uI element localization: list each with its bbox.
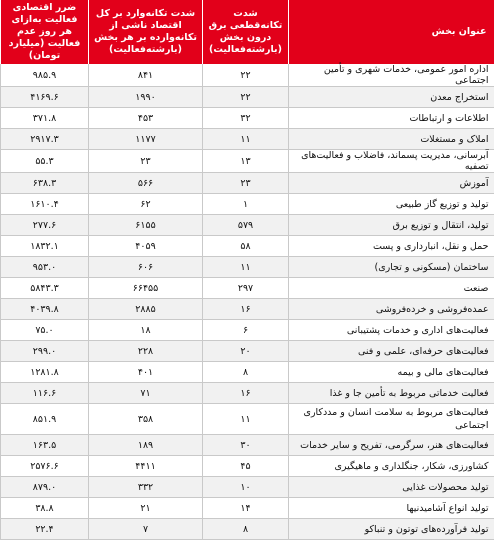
table-row bbox=[1, 477, 494, 498]
cell-outage-intensity: ۵۷۹ bbox=[203, 215, 289, 236]
table-row bbox=[1, 362, 494, 383]
table-row bbox=[1, 150, 494, 173]
table-row bbox=[1, 236, 494, 257]
table-row bbox=[1, 87, 494, 108]
table-row bbox=[1, 129, 494, 150]
table-row bbox=[1, 435, 494, 456]
cell-economic-loss: ۱۲۸۱.۸ bbox=[1, 362, 89, 383]
cell-sector: تولید، انتقال و توزیع برق bbox=[289, 215, 494, 236]
cell-economic-loss: ۱۶۱۰.۴ bbox=[1, 194, 89, 215]
cell-economic-loss: ۲۲.۴ bbox=[1, 519, 89, 540]
cell-outage-intensity: ۲۹۷ bbox=[203, 278, 289, 299]
cell-outage-intensity: ۱۴ bbox=[203, 498, 289, 519]
header-outage-per-sector: شدت تکانه‌وارد بر کل اقتصاد ناشی از تکانه‌وارده بر هر بخش (بارشته‌فعالیت) bbox=[89, 0, 203, 64]
table-row bbox=[1, 215, 494, 236]
cell-economic-loss: ۱۶۳.۵ bbox=[1, 435, 89, 456]
header-outage-intensity: شدت تکانه‌قطعی برق درون بخش (بارشته‌فعالیت) bbox=[203, 0, 289, 64]
cell-outage-per-sector: ۶۱۵۵ bbox=[89, 215, 203, 236]
header-economic-loss: ضرر اقتصادی فعالیت به‌ازای هر روز عدم فعالیت (میلیارد تومان) bbox=[1, 0, 89, 64]
cell-outage-intensity: ۱۶ bbox=[203, 299, 289, 320]
cell-economic-loss: ۳۸.۸ bbox=[1, 498, 89, 519]
cell-sector: فعالیت‌های مالی و بیمه bbox=[289, 362, 494, 383]
cell-outage-intensity: ۱۳ bbox=[203, 150, 289, 173]
cell-outage-per-sector: ۴۰۵۹ bbox=[89, 236, 203, 257]
cell-outage-intensity: ۲۲ bbox=[203, 87, 289, 108]
cell-outage-intensity: ۲۲ bbox=[203, 64, 289, 87]
cell-outage-intensity: ۵۸ bbox=[203, 236, 289, 257]
cell-outage-per-sector: ۶۰۶ bbox=[89, 257, 203, 278]
table-row bbox=[1, 194, 494, 215]
table-row bbox=[1, 341, 494, 362]
cell-outage-per-sector: ۱۹۹۰ bbox=[89, 87, 203, 108]
cell-outage-intensity: ۱۱ bbox=[203, 257, 289, 278]
cell-economic-loss: ۱۸۳۲.۱ bbox=[1, 236, 89, 257]
cell-outage-intensity: ۳۰ bbox=[203, 435, 289, 456]
table-body bbox=[1, 64, 494, 540]
cell-sector: فعالیت‌های حرفه‌ای، علمی و فنی bbox=[289, 341, 494, 362]
cell-outage-per-sector: ۶۶۴۵۵ bbox=[89, 278, 203, 299]
cell-sector: املاک و مستغلات bbox=[289, 129, 494, 150]
cell-outage-intensity: ۳۲ bbox=[203, 108, 289, 129]
cell-economic-loss: ۲۹۹.۰ bbox=[1, 341, 89, 362]
cell-outage-intensity: ۴۵ bbox=[203, 456, 289, 477]
cell-economic-loss: ۸۵۱.۹ bbox=[1, 404, 89, 435]
cell-outage-per-sector: ۶۲ bbox=[89, 194, 203, 215]
table-row bbox=[1, 320, 494, 341]
cell-sector: ساختمان (مسکونی و تجاری) bbox=[289, 257, 494, 278]
cell-outage-intensity: ۲۳ bbox=[203, 173, 289, 194]
cell-outage-intensity: ۸ bbox=[203, 519, 289, 540]
cell-economic-loss: ۹۸۵.۹ bbox=[1, 64, 89, 87]
cell-economic-loss: ۷۵.۰ bbox=[1, 320, 89, 341]
cell-sector: تولید و توزیع گاز طبیعی bbox=[289, 194, 494, 215]
cell-outage-per-sector: ۷۱ bbox=[89, 383, 203, 404]
cell-economic-loss: ۲۷۷.۶ bbox=[1, 215, 89, 236]
cell-economic-loss: ۴۱۶۹.۶ bbox=[1, 87, 89, 108]
cell-economic-loss: ۱۱۶.۶ bbox=[1, 383, 89, 404]
cell-sector: آموزش bbox=[289, 173, 494, 194]
cell-outage-per-sector: ۲۳ bbox=[89, 150, 203, 173]
header-sector: عنوان بخش bbox=[289, 0, 494, 64]
cell-outage-intensity: ۱۰ bbox=[203, 477, 289, 498]
cell-sector: حمل و نقل، انبارداری و پست bbox=[289, 236, 494, 257]
table-row bbox=[1, 404, 494, 435]
cell-economic-loss: ۴۰۳۹.۸ bbox=[1, 299, 89, 320]
table-row bbox=[1, 299, 494, 320]
table-row bbox=[1, 173, 494, 194]
cell-outage-per-sector: ۳۳۲ bbox=[89, 477, 203, 498]
cell-outage-per-sector: ۵۶۶ bbox=[89, 173, 203, 194]
cell-sector: کشاورزی، شکار، جنگلداری و ماهیگیری bbox=[289, 456, 494, 477]
table-row bbox=[1, 278, 494, 299]
cell-outage-per-sector: ۱۸ bbox=[89, 320, 203, 341]
cell-outage-intensity: ۶ bbox=[203, 320, 289, 341]
cell-sector: فعالیت خدماتی مربوط به تأمین جا و غذا bbox=[289, 383, 494, 404]
table-row bbox=[1, 383, 494, 404]
cell-sector: آبرسانی، مدیریت پسماند، فاضلاب و فعالیت‌های تصفیه bbox=[289, 150, 494, 173]
cell-outage-per-sector: ۴۵۳ bbox=[89, 108, 203, 129]
cell-sector: اطلاعات و ارتباطات bbox=[289, 108, 494, 129]
table-row bbox=[1, 257, 494, 278]
table-row bbox=[1, 64, 494, 87]
cell-sector: فعالیت‌های مربوط به سلامت انسان و مددکاری اجتماعی bbox=[289, 404, 494, 435]
table-row bbox=[1, 519, 494, 540]
cell-economic-loss: ۶۳۸.۳ bbox=[1, 173, 89, 194]
cell-sector: تولید فرآورده‌های توتون و تنباکو bbox=[289, 519, 494, 540]
cell-outage-per-sector: ۴۴۱۱ bbox=[89, 456, 203, 477]
cell-sector: فعالیت‌های هنر، سرگرمی، تفریح و سایر خدمات bbox=[289, 435, 494, 456]
cell-sector: تولید محصولات غذایی bbox=[289, 477, 494, 498]
cell-outage-intensity: ۱۱ bbox=[203, 404, 289, 435]
cell-outage-per-sector: ۳۵۸ bbox=[89, 404, 203, 435]
cell-outage-intensity: ۱۶ bbox=[203, 383, 289, 404]
cell-sector: عمده‌فروشی و خرده‌فروشی bbox=[289, 299, 494, 320]
cell-economic-loss: ۲۹۱۷.۳ bbox=[1, 129, 89, 150]
cell-sector: فعالیت‌های اداری و خدمات پشتیبانی bbox=[289, 320, 494, 341]
cell-outage-per-sector: ۲۱ bbox=[89, 498, 203, 519]
cell-outage-intensity: ۸ bbox=[203, 362, 289, 383]
table-row bbox=[1, 498, 494, 519]
cell-outage-per-sector: ۲۲۸ bbox=[89, 341, 203, 362]
cell-outage-intensity: ۱۱ bbox=[203, 129, 289, 150]
cell-outage-per-sector: ۱۱۷۷ bbox=[89, 129, 203, 150]
cell-economic-loss: ۵۵.۳ bbox=[1, 150, 89, 173]
cell-outage-per-sector: ۸۴۱ bbox=[89, 64, 203, 87]
cell-outage-per-sector: ۴۰۱ bbox=[89, 362, 203, 383]
cell-economic-loss: ۵۸۴۳.۳ bbox=[1, 278, 89, 299]
cell-sector: استخراج معدن bbox=[289, 87, 494, 108]
cell-sector: تولید انواع آشامیدنیها bbox=[289, 498, 494, 519]
cell-outage-per-sector: ۲۸۸۵ bbox=[89, 299, 203, 320]
table-row bbox=[1, 108, 494, 129]
table-row bbox=[1, 456, 494, 477]
cell-sector: صنعت bbox=[289, 278, 494, 299]
cell-outage-per-sector: ۱۸۹ bbox=[89, 435, 203, 456]
cell-economic-loss: ۹۵۳.۰ bbox=[1, 257, 89, 278]
cell-economic-loss: ۲۵۷۶.۶ bbox=[1, 456, 89, 477]
cell-economic-loss: ۸۷۹.۰ bbox=[1, 477, 89, 498]
cell-outage-intensity: ۱ bbox=[203, 194, 289, 215]
cell-outage-per-sector: ۷ bbox=[89, 519, 203, 540]
cell-outage-intensity: ۲۰ bbox=[203, 341, 289, 362]
cell-sector: اداره امور عمومی، خدمات شهری و تأمین اجتماعی bbox=[289, 64, 494, 87]
cell-economic-loss: ۳۷۱.۸ bbox=[1, 108, 89, 129]
